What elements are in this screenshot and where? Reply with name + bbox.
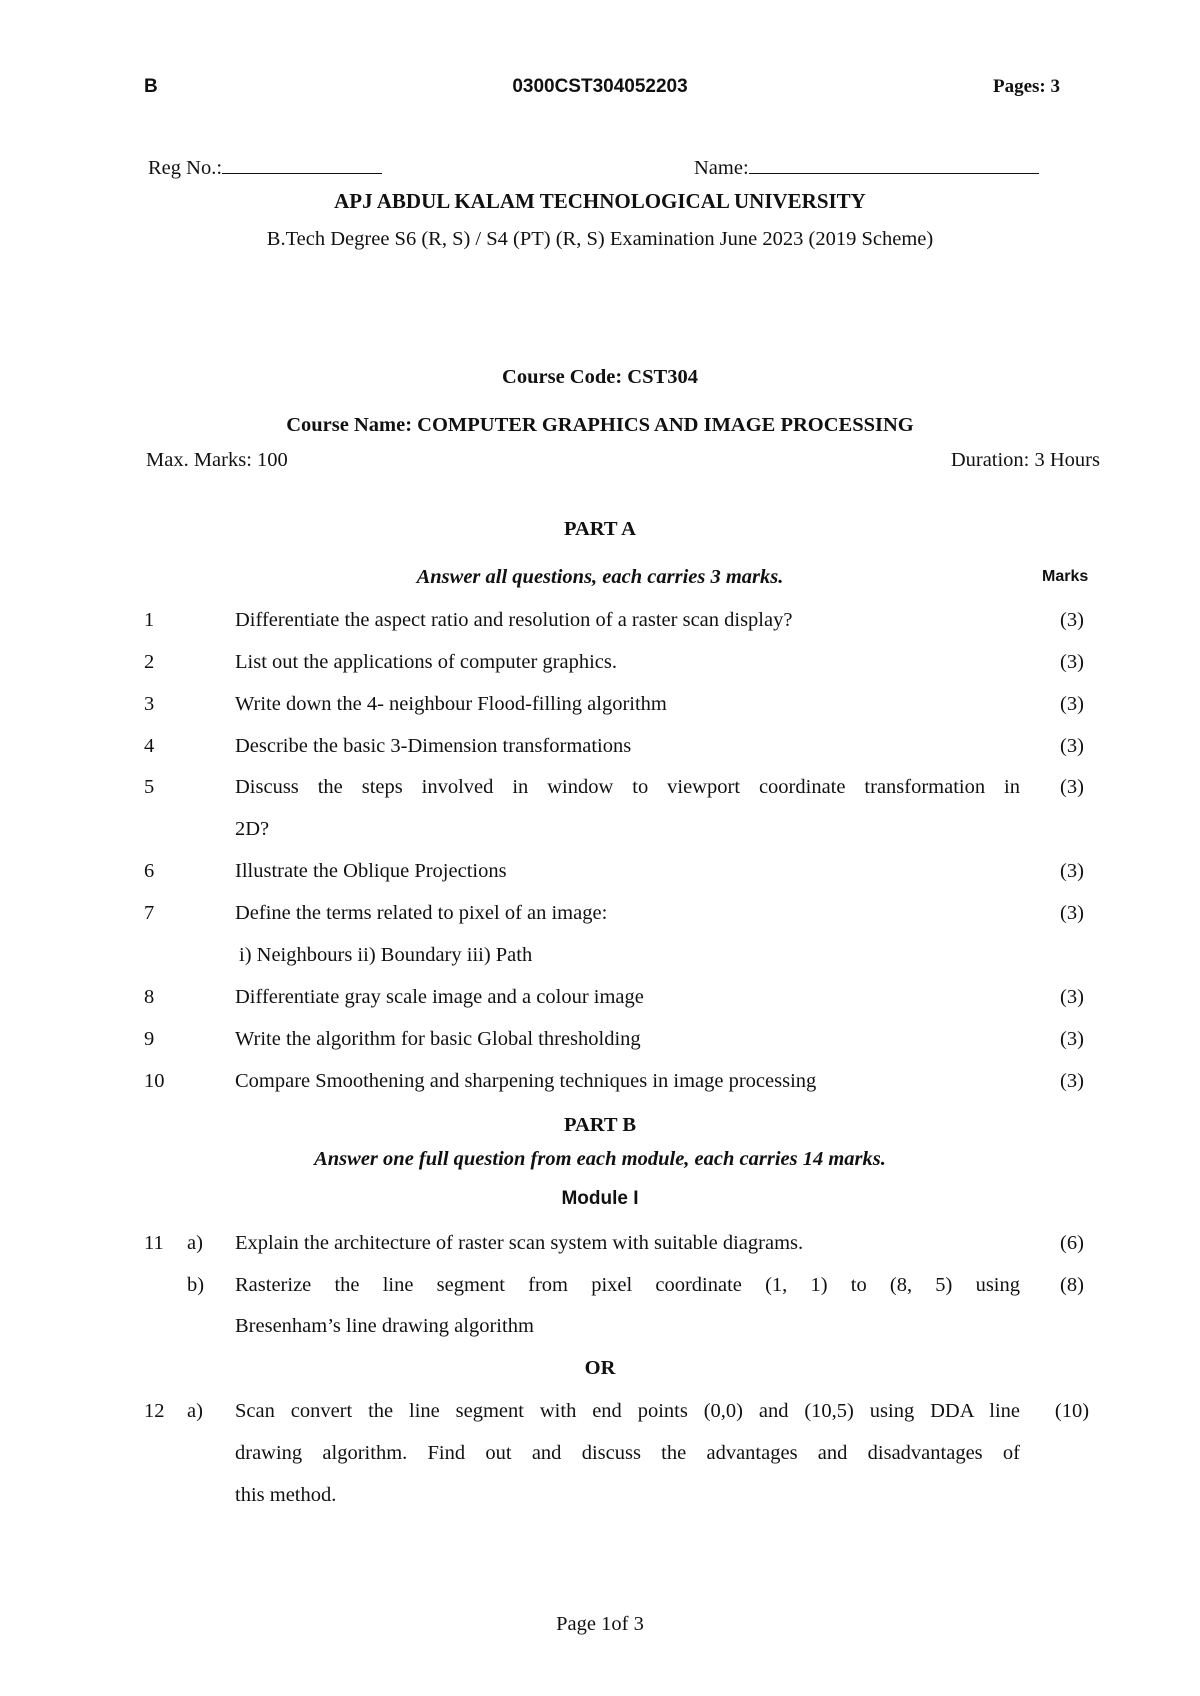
question-text: Explain the architecture of raster scan system with suitable diagrams. <box>235 1232 804 1254</box>
question-marks: (3) <box>1060 693 1084 715</box>
sub-question-label: a) <box>187 1232 203 1254</box>
question-marks: (3) <box>1060 735 1084 757</box>
university-name: APJ ABDUL KALAM TECHNOLOGICAL UNIVERSITY <box>334 189 866 213</box>
question-number: 8 <box>144 986 155 1008</box>
question-text: Rasterize the line segment from pixel coordinate (1, 1) to (8, 5) using <box>235 1274 1020 1296</box>
part-b-title: PART B <box>564 1114 636 1136</box>
sub-question-label: b) <box>187 1274 205 1296</box>
question-number: 3 <box>144 693 155 715</box>
course-code: Course Code: CST304 <box>502 366 698 388</box>
question-text: Define the terms related to pixel of an image: <box>235 902 608 924</box>
question-text: Discuss the steps involved in window to viewport coordinate transformation in <box>235 776 1020 798</box>
name-field <box>694 154 1039 180</box>
question-text: Write down the 4- neighbour Flood-filling algorithm <box>235 693 667 715</box>
question-number: 4 <box>144 735 155 757</box>
page-count: Pages: 3 <box>992 76 1060 97</box>
question-text: List out the applications of computer graphics. <box>235 651 618 673</box>
question-text-continued: i) Neighbours ii) Boundary iii) Path <box>239 944 533 966</box>
question-text: Scan convert the line segment with end points (0,0) and (10,5) using DDA line <box>235 1400 1020 1422</box>
question-marks: (3) <box>1060 776 1084 798</box>
question-number: 11 <box>144 1232 164 1254</box>
question-text-continued: drawing algorithm. Find out and discuss the advantages and disadvantages of <box>235 1442 1020 1464</box>
question-number: 2 <box>144 651 155 673</box>
question-marks: (3) <box>1060 651 1084 673</box>
question-marks: (8) <box>1060 1274 1084 1296</box>
name-blank <box>749 154 1039 174</box>
duration: Duration: 3 Hours <box>950 449 1100 471</box>
question-marks: (3) <box>1060 1070 1084 1092</box>
max-marks: Max. Marks: 100 <box>146 449 288 471</box>
question-marks: (3) <box>1060 986 1084 1008</box>
question-number: 6 <box>144 860 155 882</box>
question-marks: (6) <box>1060 1232 1084 1254</box>
question-text: Differentiate the aspect ratio and resolution of a raster scan display? <box>235 609 793 631</box>
question-set-label: B <box>144 76 158 97</box>
question-text: Differentiate gray scale image and a colour image <box>235 986 644 1008</box>
question-number: 1 <box>144 609 155 631</box>
page-footer: Page 1of 3 <box>556 1613 644 1635</box>
course-name: Course Name: COMPUTER GRAPHICS AND IMAGE PROCESSING <box>286 414 914 436</box>
question-text-continued: Bresenham’s line drawing algorithm <box>235 1315 534 1337</box>
module-heading: Module I <box>561 1188 639 1209</box>
question-number: 9 <box>144 1028 155 1050</box>
question-text: Illustrate the Oblique Projections <box>235 860 507 882</box>
part-b-instruction: Answer one full question from each module, each carries 14 marks. <box>314 1148 886 1170</box>
reg-no-field <box>148 154 382 180</box>
name-label: Name: <box>694 157 749 179</box>
part-a-title: PART A <box>564 518 636 540</box>
reg-no-blank <box>222 154 382 174</box>
question-number: 12 <box>144 1400 165 1422</box>
question-text: Write the algorithm for basic Global thresholding <box>235 1028 641 1050</box>
part-a-instruction: Answer all questions, each carries 3 marks. <box>416 566 784 588</box>
question-marks: (3) <box>1060 609 1084 631</box>
question-text: Compare Smoothening and sharpening techniques in image processing <box>235 1070 817 1092</box>
marks-header: Marks <box>1042 568 1089 585</box>
question-text: Describe the basic 3-Dimension transformations <box>235 735 632 757</box>
reg-no-label: Reg No.: <box>148 157 223 179</box>
question-number: 10 <box>144 1070 165 1092</box>
question-number: 5 <box>144 776 155 798</box>
question-text-continued: this method. <box>235 1484 337 1506</box>
or-separator: OR <box>584 1357 616 1379</box>
question-marks: (3) <box>1060 860 1084 882</box>
question-marks: (3) <box>1060 1028 1084 1050</box>
exam-title: B.Tech Degree S6 (R, S) / S4 (PT) (R, S) Examination June 2023 (2019 Scheme) <box>266 228 934 250</box>
paper-code: 0300CST304052203 <box>512 76 688 97</box>
question-text-continued: 2D? <box>235 818 270 840</box>
sub-question-label: a) <box>187 1400 203 1422</box>
question-marks: (10) <box>1054 1400 1090 1422</box>
question-marks: (3) <box>1060 902 1084 924</box>
question-number: 7 <box>144 902 155 924</box>
